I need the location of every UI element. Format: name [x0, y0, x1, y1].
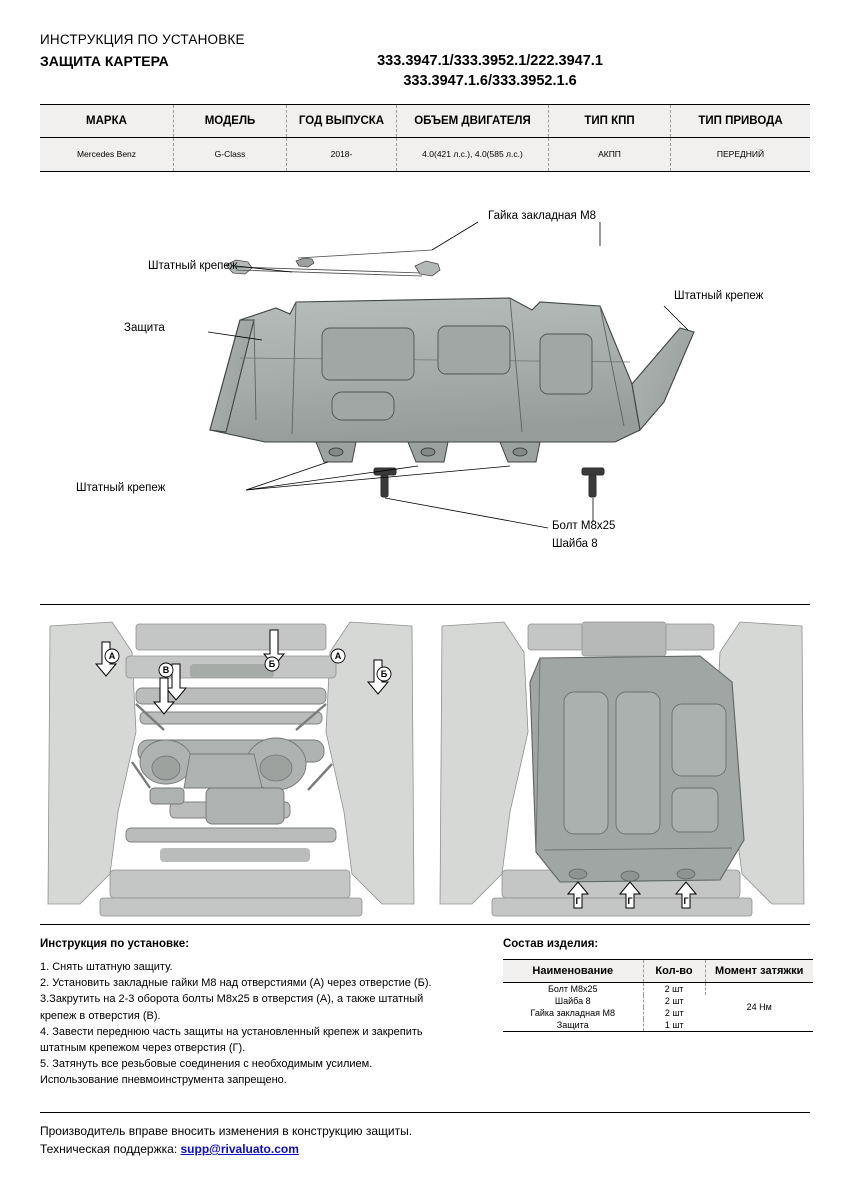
photo-underbody-after	[432, 612, 810, 920]
skid-plate-right-flap	[632, 328, 694, 430]
label-fastener-right: Штатный крепеж	[674, 290, 764, 302]
instruction-step-4-cont: штатным крепежом через отверстия (Г).	[40, 1041, 246, 1054]
spec-value-year: 2018-	[287, 138, 397, 171]
instruction-note: Использование пневмоинструмента запрещено.	[40, 1074, 287, 1087]
label-fastener-left: Штатный крепеж	[148, 260, 238, 272]
divider-bottom	[40, 1112, 810, 1113]
installation-photos	[40, 612, 810, 920]
spec-header-drive: ТИП ПРИВОДА	[698, 115, 783, 127]
photo-right-svg	[432, 612, 810, 920]
instruction-step-2: 2. Установить закладные гайки М8 над отверстиями (А) через отверстие (Б).	[40, 977, 432, 990]
footer-support	[40, 1142, 810, 1156]
label-fastener-bottom: Штатный крепеж	[76, 482, 166, 494]
svg-text:Г: Г	[627, 896, 633, 906]
photo-left-svg	[40, 612, 420, 920]
bolt-part-1	[374, 468, 396, 497]
part-qty-4: 1 шт	[643, 1019, 705, 1032]
parts-list-section	[503, 938, 813, 1032]
part-name-3: Гайка закладная М8	[503, 1007, 643, 1019]
footer-support-label: Техническая поддержка:	[40, 1142, 181, 1156]
part-torque-1: 24 Нм	[705, 983, 813, 1032]
skid-plate-mount-tabs	[316, 442, 540, 462]
parts-header-qty: Кол-во	[643, 960, 705, 983]
part-name-2: Шайба 8	[503, 995, 643, 1007]
label-washer: Шайба 8	[552, 538, 598, 550]
divider-middle	[40, 924, 810, 925]
svg-text:Г: Г	[575, 896, 581, 906]
instruction-step-3: 3.Закрутить на 2-3 оборота болты М8х25 в отверстия (А), а также штатный	[40, 993, 424, 1006]
photo-underbody-before	[40, 612, 420, 920]
spec-header-transmission: ТИП КПП	[549, 105, 671, 137]
spec-value-transmission: АКПП	[549, 138, 671, 171]
installation-instructions	[40, 938, 480, 1089]
document-footer	[40, 1124, 810, 1160]
svg-text:А: А	[108, 651, 116, 661]
embedded-nut-rail-2	[298, 250, 432, 258]
spec-value-model: G-Class	[174, 138, 287, 171]
part-name-4: Защита	[503, 1019, 643, 1032]
part-qty-3: 2 шт	[643, 1007, 705, 1019]
product-codes	[290, 52, 810, 91]
svg-text:А: А	[334, 651, 342, 661]
spec-value-engine: 4.0(421 л.с.), 4.0(585 л.с.)	[397, 138, 549, 171]
vehicle-spec-table	[40, 104, 810, 172]
instruction-step-1: 1. Снять штатную защиту.	[40, 961, 173, 973]
instruction-step-4: 4. Завести переднюю часть защиты на установленный крепеж и закрепить	[40, 1025, 423, 1038]
page-title: ЗАЩИТА КАРТЕРА	[40, 53, 169, 69]
product-codes-line-1: 333.3947.1/333.3952.1/222.3947.1	[377, 53, 603, 69]
spec-value-brand: Mercedes Benz	[40, 138, 174, 171]
support-email-link[interactable]: supp@rivaluato.com	[180, 1142, 299, 1156]
exploded-assembly-diagram	[40, 180, 810, 600]
parts-header-name: Наименование	[503, 960, 643, 983]
document-header	[40, 32, 810, 91]
footer-disclaimer: Производитель вправе вносить изменения в конструкцию защиты.	[40, 1124, 413, 1138]
label-bolt: Болт М8х25	[552, 520, 616, 532]
svg-text:Б: Б	[268, 659, 276, 669]
parts-table	[503, 959, 813, 1032]
spec-header-engine: ОБЪЕМ ДВИГАТЕЛЯ	[397, 105, 549, 137]
table-row	[503, 983, 813, 996]
divider-top	[40, 604, 810, 605]
header-subtitle: ИНСТРУКЦИЯ ПО УСТАНОВКЕ	[40, 32, 245, 47]
svg-text:Г: Г	[683, 896, 689, 906]
parts-title: Состав изделия:	[503, 938, 599, 950]
instructions-title: Инструкция по установке:	[40, 938, 190, 950]
spec-header-year: ГОД ВЫПУСКА	[287, 105, 397, 137]
header-title-row	[40, 52, 810, 91]
svg-text:В: В	[162, 665, 170, 675]
instruction-step-5: 5. Затянуть все резьбовые соединения с необходимым усилием.	[40, 1058, 373, 1071]
spec-value-drive: ПЕРЕДНИЙ	[716, 149, 765, 160]
spec-header-brand: МАРКА	[40, 105, 174, 137]
spec-table-header-row	[40, 105, 810, 138]
label-shield: Защита	[124, 322, 165, 334]
svg-text:Б: Б	[380, 669, 388, 679]
parts-header-row	[503, 960, 813, 983]
part-qty-1: 2 шт	[643, 983, 705, 996]
part-qty-2: 2 шт	[643, 995, 705, 1007]
spec-header-model: МОДЕЛЬ	[174, 105, 287, 137]
bolt-part-2	[582, 468, 604, 497]
instruction-step-3-cont: крепеж в отверстия (В).	[40, 1009, 161, 1022]
assembly-svg	[40, 180, 810, 600]
spec-table-data-row	[40, 138, 810, 171]
part-name-1: Болт М8х25	[503, 983, 643, 996]
embedded-nut-parts	[226, 258, 440, 276]
product-codes-line-2: 333.3947.1.6/333.3952.1.6	[403, 72, 577, 89]
parts-header-torque: Момент затяжки	[705, 960, 813, 983]
label-embedded-nut: Гайка закладная М8	[488, 210, 597, 222]
